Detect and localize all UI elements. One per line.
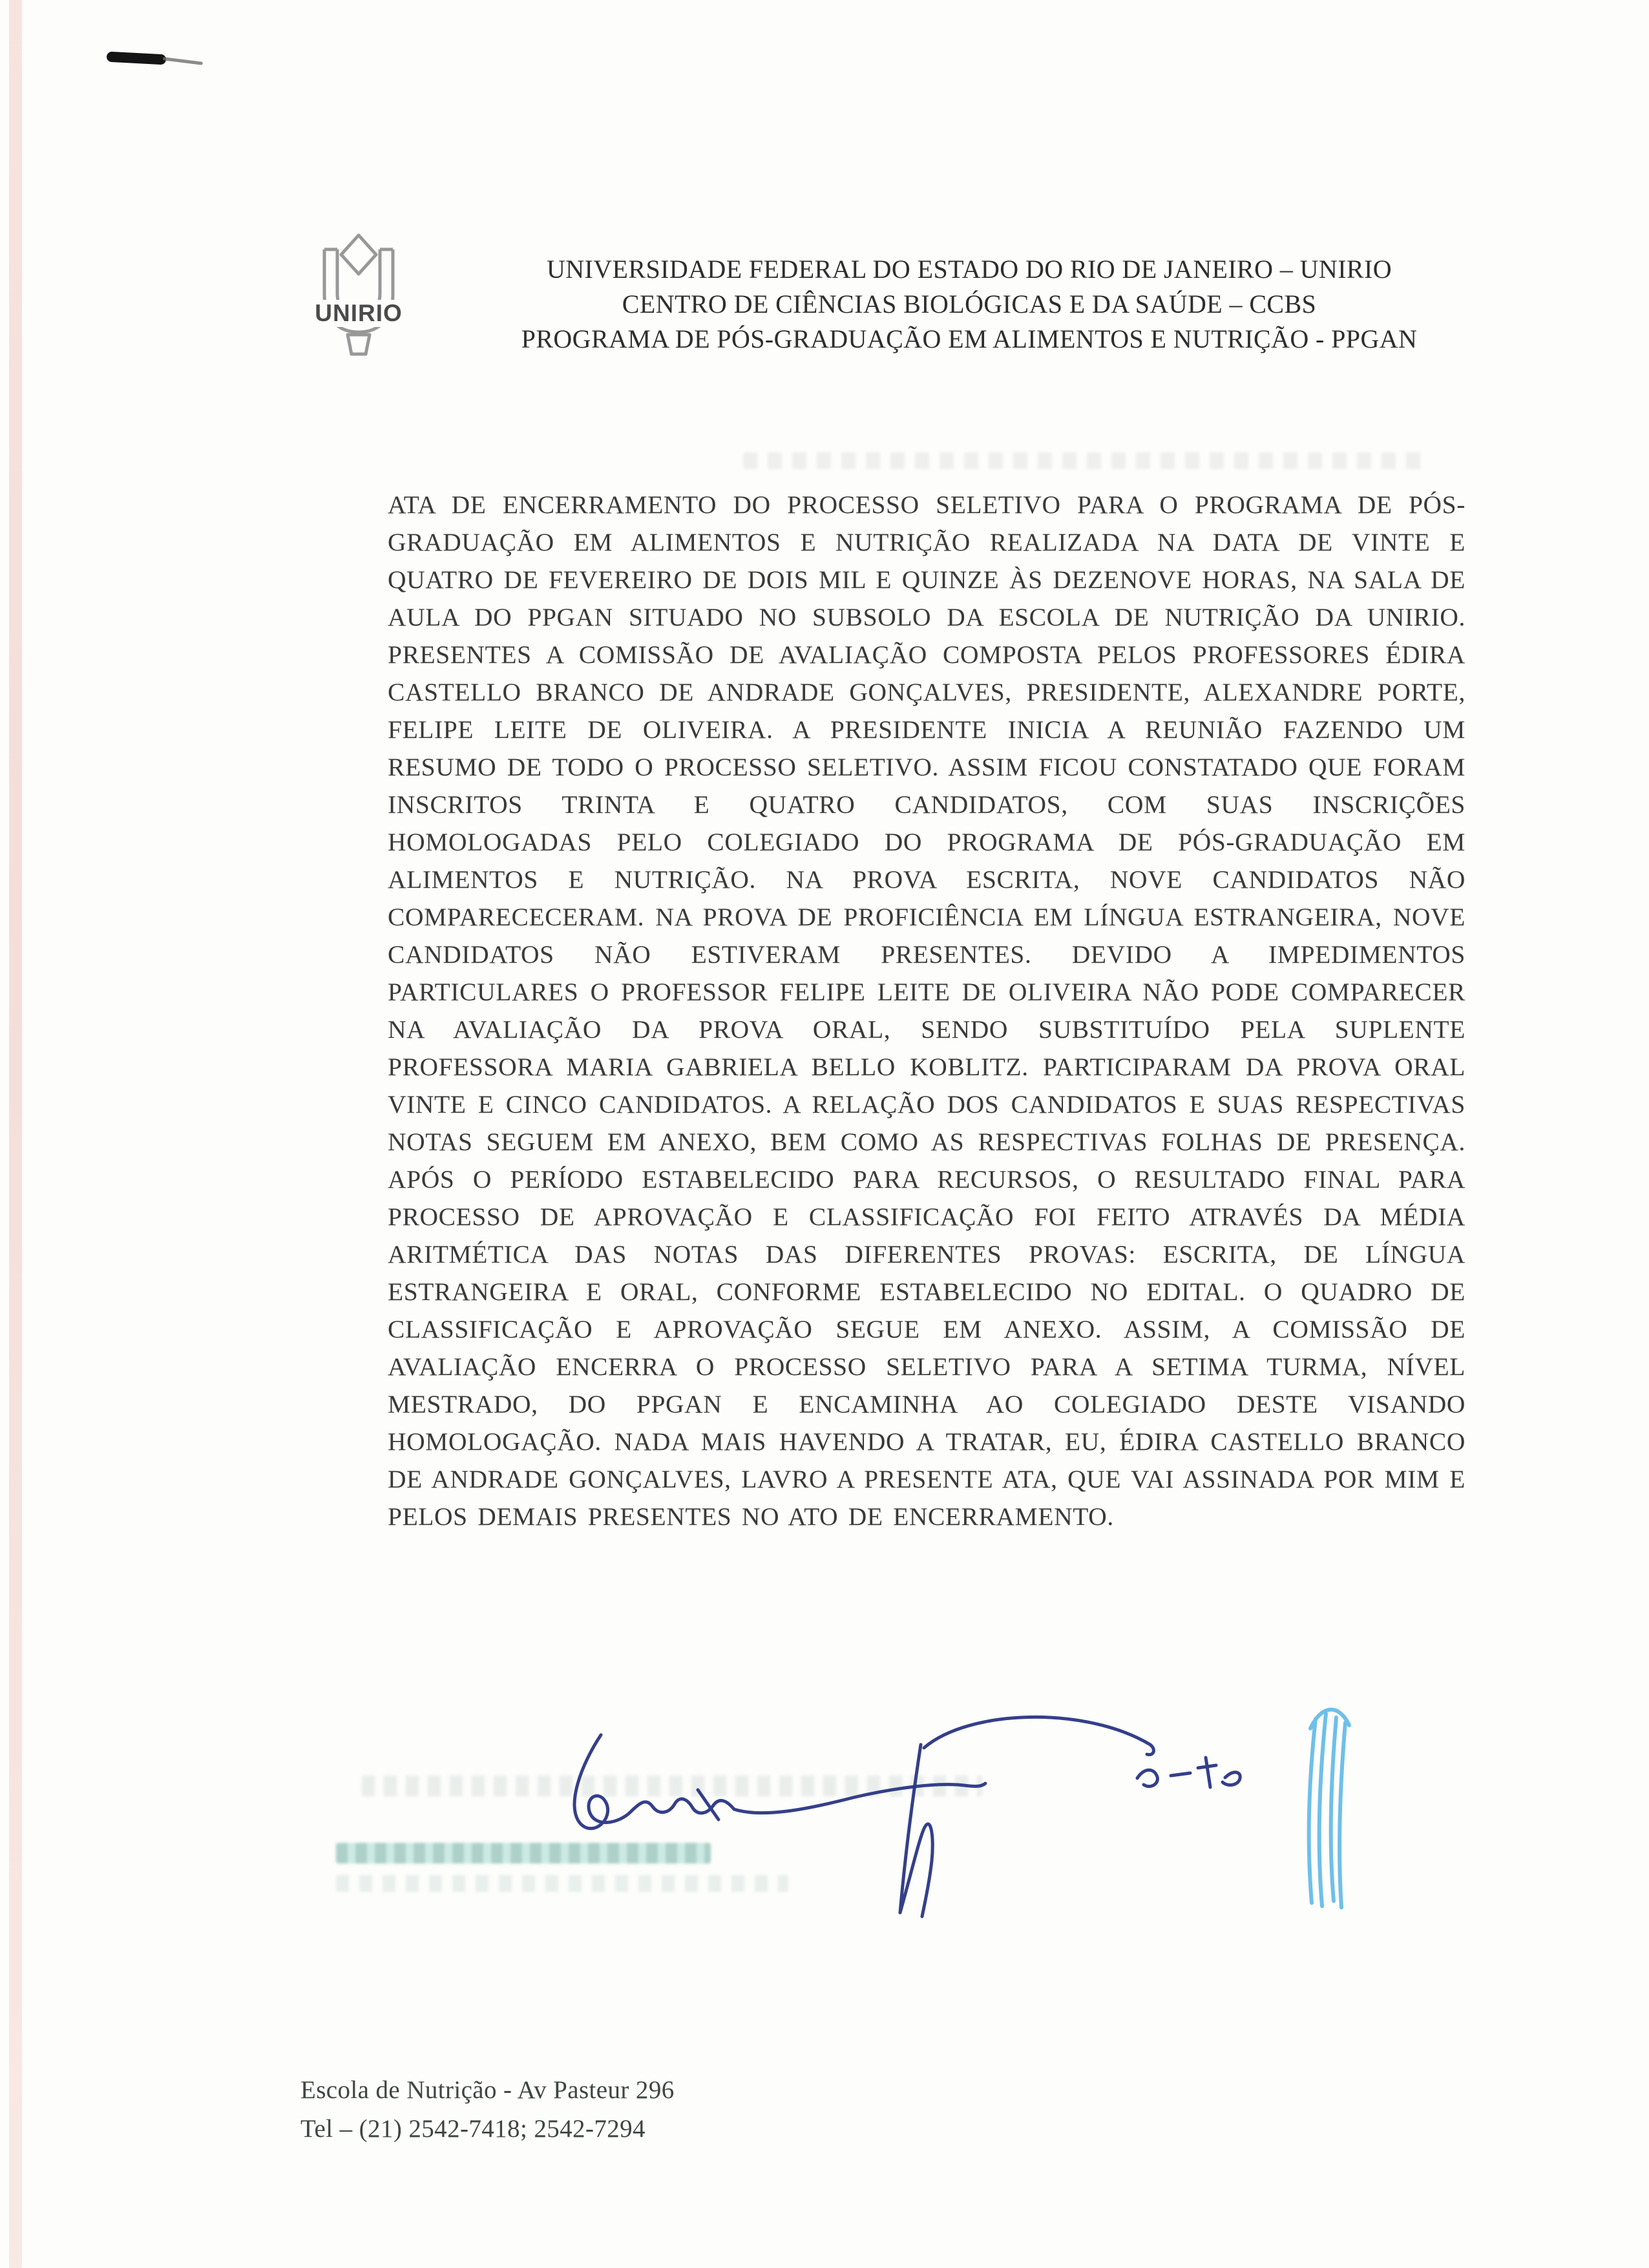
unirio-logo-wordmark: UNIRIO [313,300,404,327]
pen-mark-tail-artifact [163,57,203,65]
letterhead [401,252,1538,357]
signature-porte-right-ink [900,1717,1240,1916]
footer-phone-line: Tel – (21) 2542-7418; 2542-7294 [300,2115,646,2143]
unirio-logo [300,230,417,359]
letterhead-center-line: CENTRO DE CIÊNCIAS BIOLÓGICAS E DA SAÚDE – CCBS [622,289,1317,319]
pen-mark-artifact [107,52,167,65]
scan-edge-artifact [9,0,22,2268]
bleedthrough-artifact [743,452,1428,469]
ata-body-text: ATA DE ENCERRAMENTO DO PROCESSO SELETIVO PARA O PROGRAMA DE PÓS-GRADUAÇÃO EM ALIMENTOS E NUTRIÇÃO REALIZADA NA DATA DE VINTE E QUATRO DE FEVEREIRO DE DOIS MIL E QUINZE ÀS DEZENOVE HORAS, NA SALA DE AULA DO PPGAN SITUADO NO SUBSOLO DA ESCOLA DE NUTRIÇÃO DA UNIRIO. PRESENTES A COMISSÃO DE AVALIAÇÃO COMPOSTA PELOS PROFESSORES ÉDIRA CASTELLO BRANCO DE ANDRADE GONÇALVES, PRESIDENTE, ALEXANDRE PORTE, FELIPE LEITE DE OLIVEIRA. A PRESIDENTE INICIA A REUNIÃO FAZENDO UM RESUMO DE TODO O PROCESSO SELETIVO. ASSIM FICOU CONSTATADO QUE FORAM INSCRITOS TRINTA E QUATRO CANDIDATOS, COM SUAS INSCRIÇÕES HOMOLOGADAS PELO COLEGIADO DO PROGRAMA DE PÓS-GRADUAÇÃO EM ALIMENTOS E NUTRIÇÃO. NA PROVA ESCRITA, NOVE CANDIDATOS NÃO COMPARECECERAM. NA PROVA DE PROFICIÊNCIA EM LÍNGUA ESTRANGEIRA, NOVE CANDIDATOS NÃO ESTIVERAM PRESENTES. DEVIDO A IMPEDIMENTOS PARTICULARES O PROFESSOR FELIPE LEITE DE OLIVEIRA NÃO PODE COMPARECER NA AVALIAÇÃO DA PROVA ORAL, SENDO SUBSTITUÍDO PELA SUPLENTE PROFESSORA MARIA GABRIELA BELLO KOBLITZ. PARTICIPARAM DA PROVA ORAL VINTE E CINCO CANDIDATOS. A RELAÇÃO DOS CANDIDATOS E SUAS RESPECTIVAS NOTAS SEGUEM EM ANEXO, BEM COMO AS RESPECTIVAS FOLHAS DE PRESENÇA. APÓS O PERÍODO ESTABELECIDO PARA RECURSOS, O RESULTADO FINAL PARA PROCESSO DE APROVAÇÃO E CLASSIFICAÇÃO FOI FEITO ATRAVÉS DA MÉDIA ARITMÉTICA DAS NOTAS DAS DIFERENTES PROVAS: ESCRITA, DE LÍNGUA ESTRANGEIRA E ORAL, CONFORME ESTABELECIDO NO EDITAL. O QUADRO DE CLASSIFICAÇÃO E APROVAÇÃO SEGUE EM ANEXO. ASSIM, A COMISSÃO DE AVALIAÇÃO ENCERRA O PROCESSO SELETIVO PARA A SETIMA TURMA, NÍVEL MESTRADO, DO PPGAN E ENCAMINHA AO COLEGIADO DESTE VISANDO HOMOLOGAÇÃO. NADA MAIS HAVENDO A TRATAR, EU, ÉDIRA CASTELLO BRANCO DE ANDRADE GONÇALVES, LAVRO A PRESENTE ATA, QUE VAI ASSINADA POR MIM E PELOS DEMAIS PRESENTES NO ATO DE ENCERRAMENTO. [388,490,1465,1531]
letterhead-program-line: PROGRAMA DE PÓS-GRADUAÇÃO EM ALIMENTOS E NUTRIÇÃO - PPGAN [521,324,1418,353]
unirio-emblem-icon [300,230,417,359]
signatures-area [504,1680,1473,1938]
footer [300,2071,675,2148]
letterhead-university-line: UNIVERSIDADE FEDERAL DO ESTADO DO RIO DE JANEIRO – UNIRIO [546,255,1392,284]
signature-light-blue-ink [1309,1710,1349,1907]
footer-address-line: Escola de Nutrição - Av Pasteur 296 [300,2076,675,2104]
